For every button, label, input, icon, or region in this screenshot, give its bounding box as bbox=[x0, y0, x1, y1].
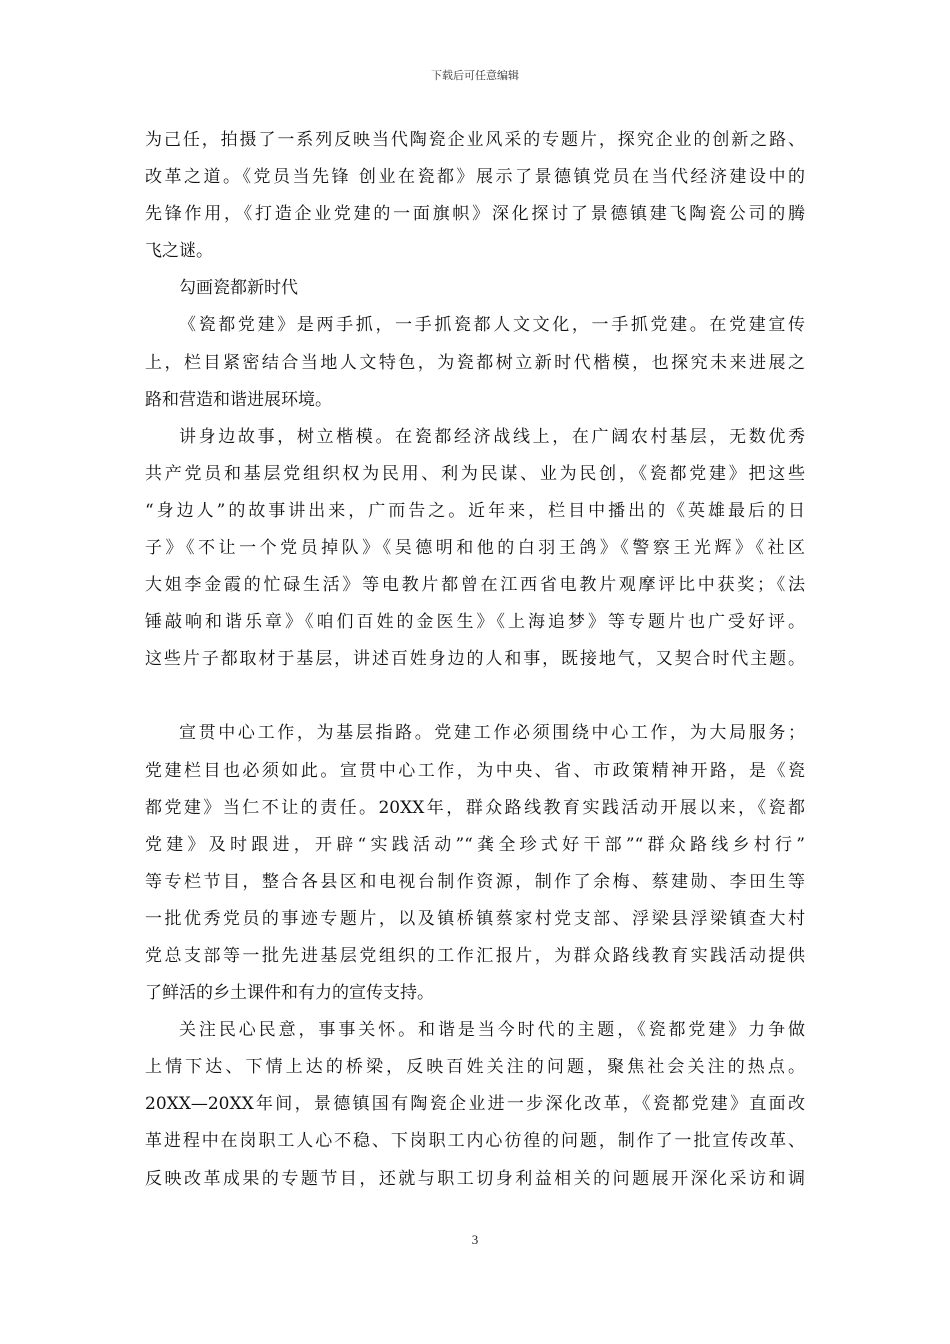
text-line: 上情下达、下情上达的桥梁，反映百姓关注的问题，聚焦社会关注的热点。 bbox=[145, 1057, 805, 1078]
text-line: 讲身边故事，树立楷模。在瓷都经济战线上，在广阔农村基层，无数优秀 bbox=[179, 426, 805, 447]
section-heading: 勾画瓷都新时代 bbox=[179, 278, 298, 299]
text-line: 党总支部等一批先进基层党组织的工作汇报片，为群众路线教育实践活动提供 bbox=[145, 945, 805, 966]
text-line: 党建栏目也必须如此。宣贯中心工作，为中央、省、市政策精神开路，是《瓷 bbox=[145, 760, 805, 781]
text-line: 了鲜活的乡土课件和有力的宣传支持。 bbox=[145, 983, 434, 1004]
text-line: 飞之谜。 bbox=[145, 241, 213, 262]
text-line: 20XX—20XX年间，景德镇国有陶瓷企业进一步深化改革，《瓷都党建》直面改 bbox=[145, 1094, 805, 1115]
text-line: 为己任，拍摄了一系列反映当代陶瓷企业风采的专题片，探究企业的创新之路、 bbox=[145, 130, 805, 150]
page-number: 3 bbox=[471, 1232, 479, 1247]
text-line: 先锋作用，《打造企业党建的一面旗帜》深化探讨了景德镇建飞陶瓷公司的腾 bbox=[145, 204, 805, 225]
text-line: 革进程中在岗职工人心不稳、下岗职工内心彷徨的问题，制作了一批宣传改革、 bbox=[145, 1131, 805, 1152]
text-line: “身边人”的故事讲出来，广而告之。近年来，栏目中播出的《英雄最后的日 bbox=[145, 500, 805, 521]
paragraph-gap bbox=[145, 678, 805, 715]
text-line: 一批优秀党员的事迹专题片，以及镇桥镇蔡家村党支部、浮梁县浮梁镇查大村 bbox=[145, 908, 805, 929]
text-line: 等专栏节目，整合各县区和电视台制作资源，制作了余梅、蔡建勋、李田生等 bbox=[145, 871, 805, 892]
document-body bbox=[145, 122, 805, 1198]
text-line: 党建》及时跟进，开辟“实践活动”“龚全珍式好干部”“群众路线乡村行” bbox=[145, 834, 805, 855]
text-line: 《瓷都党建》是两手抓，一手抓瓷都人文文化，一手抓党建。在党建宣传 bbox=[179, 315, 805, 336]
text-line: 锤敲响和谐乐章》《咱们百姓的金医生》《上海追梦》等专题片也广受好评。 bbox=[145, 612, 805, 633]
text-line: 这些片子都取材于基层，讲述百姓身边的人和事，既接地气，又契合时代主题。 bbox=[145, 649, 805, 670]
text-line: 都党建》当仁不让的责任。20XX年，群众路线教育实践活动开展以来，《瓷都 bbox=[145, 797, 805, 818]
text-line: 反映改革成果的专题节目，还就与职工切身利益相关的问题展开深化采访和调 bbox=[145, 1168, 805, 1189]
text-line: 共产党员和基层党组织权为民用、利为民谋、业为民创，《瓷都党建》把这些 bbox=[145, 463, 805, 484]
text-line: 子》《不让一个党员掉队》《吴德明和他的白羽王鸽》《警察王光辉》《社区 bbox=[145, 538, 805, 559]
page-header: 下载后可任意编辑 bbox=[431, 69, 519, 82]
text-line: 上，栏目紧密结合当地人文特色，为瓷都树立新时代楷模，也探究未来进展之 bbox=[145, 352, 805, 373]
text-line: 大姐李金霞的忙碌生活》等电教片都曾在江西省电教片观摩评比中获奖；《法 bbox=[145, 575, 805, 596]
text-line: 宣贯中心工作，为基层指路。党建工作必须围绕中心工作，为大局服务； bbox=[179, 723, 805, 744]
text-line: 改革之道。《党员当先锋 创业在瓷都》展示了景德镇党员在当代经济建设中的 bbox=[145, 167, 805, 188]
text-line: 关注民心民意，事事关怀。和谐是当今时代的主题，《瓷都党建》力争做 bbox=[179, 1020, 805, 1041]
text-line: 路和营造和谐进展环境。 bbox=[145, 389, 332, 410]
